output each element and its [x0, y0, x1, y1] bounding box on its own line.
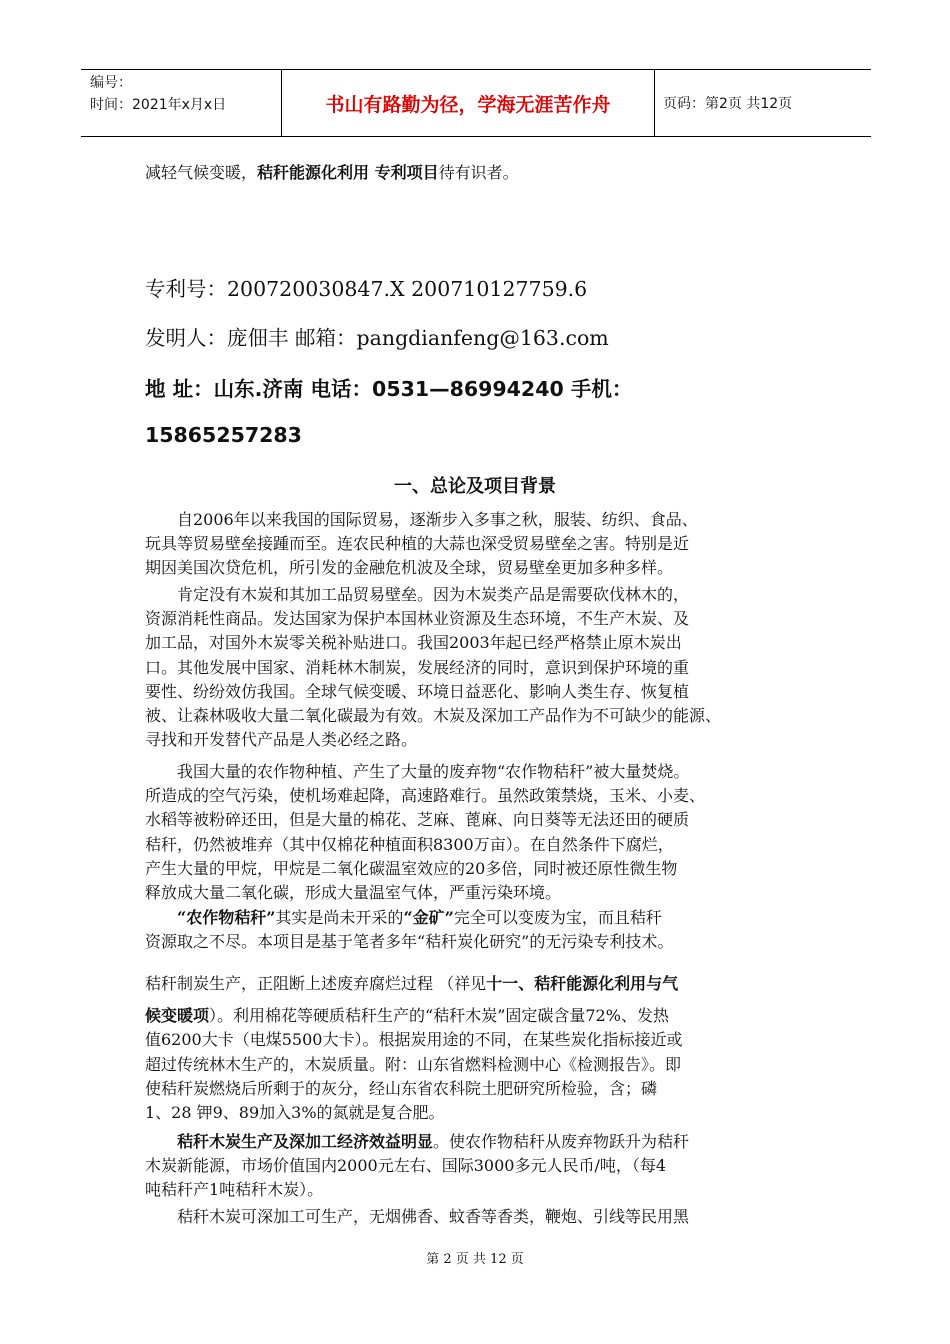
paragraph-7 [145, 1205, 807, 1229]
text-line: 期因美国次贷危机，所引发的金融危机波及全球，贸易壁垒更加多种多样。 [145, 558, 674, 578]
text-line: 秸秆木炭可深加工可生产，无烟佛香、蚊香等香类，鞭炮、引线等民用黑 [177, 1207, 690, 1226]
text: 。使农作物秸秆从废弃物跃升为秸秆 [433, 1132, 690, 1151]
text: 完全可以变废为宝，而且秸秆 [453, 908, 662, 927]
text: 秸秆制炭生产，正阻断上述废弃腐烂过程 （祥见 [145, 974, 487, 993]
text-line: 口。其他发展中国家、消耗林木制炭，发展经济的同时，意识到保护环境的重 [145, 657, 690, 677]
text-line: 要性、纷纷效仿我国。全球气候变暖、环境日益恶化、影响人类生存、恢复植 [145, 681, 690, 701]
bold-text: 候变暖项 [145, 1006, 210, 1026]
header-page-label: 页码：第2页 共12页 [663, 96, 793, 112]
text-line [145, 972, 807, 996]
text-line: 使秸秆炭燃烧后所剩于的灰分，经山东省农科院土肥研究所检验，含；磷 [145, 1078, 658, 1098]
text-line: 被、让森林吸收大量二氧化碳最为有效。木炭及深加工产品作为不可缺少的能源、 [145, 706, 722, 726]
text-line: 寻找和开发替代产品是人类必经之路。 [145, 730, 418, 750]
text-line: 产生大量的甲烷，甲烷是二氧化碳温室效应的20多倍，同时被还原性微生物 [145, 858, 678, 878]
bold-text: 秸秆木炭生产及深加工经济效益明显 [177, 1132, 434, 1151]
patent-number: 专利号：200720030847.X 200710127759.6 [145, 277, 588, 301]
text-line: 木炭新能源，市场价值国内2000元左右、国际3000多元人民币/吨，（每4 [145, 1156, 667, 1176]
text-line: 吨秸秆产1吨秸秆木炭）。 [145, 1180, 324, 1200]
text-line: 我国大量的农作物种植、产生了大量的废弃物“农作物秸秆”被大量焚烧。 [177, 762, 690, 781]
intro-pre: 减轻气候变暖， [145, 163, 258, 182]
text-line: 释放成大量二氧化碳，形成大量温室气体，严重污染环境。 [145, 883, 562, 903]
text-line: 加工品，对国外木炭零关税补贴进口。我国2003年起已经严格禁止原木炭出 [145, 633, 682, 653]
intro-line [145, 160, 519, 183]
text: 其实是尚未开采的 [275, 908, 404, 927]
text-line: 所造成的空气污染，使机场难起降，高速路难行。虽然政策禁烧，玉米、小麦、 [145, 786, 706, 806]
page-footer: 第 2 页 共 12 页 [426, 1252, 524, 1267]
text-line [145, 906, 807, 930]
text-line [145, 1130, 807, 1154]
paragraph-1 [145, 508, 807, 581]
text-line: 玩具等贸易壁垒接踵而至。连农民种植的大蒜也深受贸易壁垒之害。特别是近 [145, 534, 690, 554]
intro-bold: 秸秆能源化利用 专利项目 [257, 163, 439, 182]
text-line: 资源消耗性商品。发达国家为保护本国林业资源及生态环境，不生产木炭、及 [145, 609, 690, 629]
paragraph-5 [145, 972, 807, 1125]
paragraph-6 [145, 1130, 807, 1203]
number-label: 编号： [90, 75, 132, 91]
time-label: 时间：2021年x月x日 [90, 97, 227, 113]
text-line: 秸秆，仍然被堆弃（其中仅棉花种植面积8300万亩）。在自然条件下腐烂， [145, 834, 674, 854]
address-phone: 地 址：山东.济南 电话：0531—86994240 手机： [145, 377, 633, 401]
text-line: 值6200大卡（电煤5500大卡）。根据炭用途的不同，在某些炭化指标接近或 [145, 1030, 683, 1050]
bold-text: “金矿” [403, 908, 454, 927]
text-line: 1、28 钾9、89加入3%的氮就是复合肥。 [145, 1103, 445, 1123]
text-line [145, 1004, 807, 1028]
text-line: 肯定没有木炭和其加工品贸易壁垒。因为木炭类产品是需要砍伐林木的， [177, 585, 690, 604]
mobile-number: 15865257283 [145, 423, 302, 447]
paragraph-2 [145, 583, 807, 752]
bold-text: 十一、秸秆能源化利用与气 [486, 974, 679, 993]
page-header [81, 69, 871, 137]
header-meta [81, 70, 282, 136]
bold-text: “农作物秸秆” [177, 908, 276, 927]
inventor-email: 发明人：庞佃丰 邮箱：pangdianfeng@163.com [145, 326, 609, 350]
paragraph-3 [145, 760, 807, 905]
text: ）。利用棉花等硬质秸秆生产的“秸秆木炭”固定碳含量72%、发热 [209, 1006, 669, 1026]
text-line: 水稻等被粉碎还田，但是大量的棉花、芝麻、蓖麻、向日葵等无法还田的硬质 [145, 810, 690, 830]
text-line: 超过传统林木生产的，木炭质量。附：山东省燃料检测中心《检测报告》。即 [145, 1054, 682, 1074]
section-title: 一、总论及项目背景 [394, 476, 556, 497]
header-motto: 书山有路勤为径，学海无涯苦作舟 [282, 70, 655, 136]
intro-post: 待有识者。 [438, 163, 519, 182]
text-line: 资源取之不尽。本项目是基于笔者多年“秸秆炭化研究”的无污染专利技术。 [145, 932, 674, 952]
paragraph-4 [145, 906, 807, 954]
text-line: 自2006年以来我国的国际贸易，逐渐步入多事之秋，服装、纺织、食品、 [177, 510, 698, 529]
